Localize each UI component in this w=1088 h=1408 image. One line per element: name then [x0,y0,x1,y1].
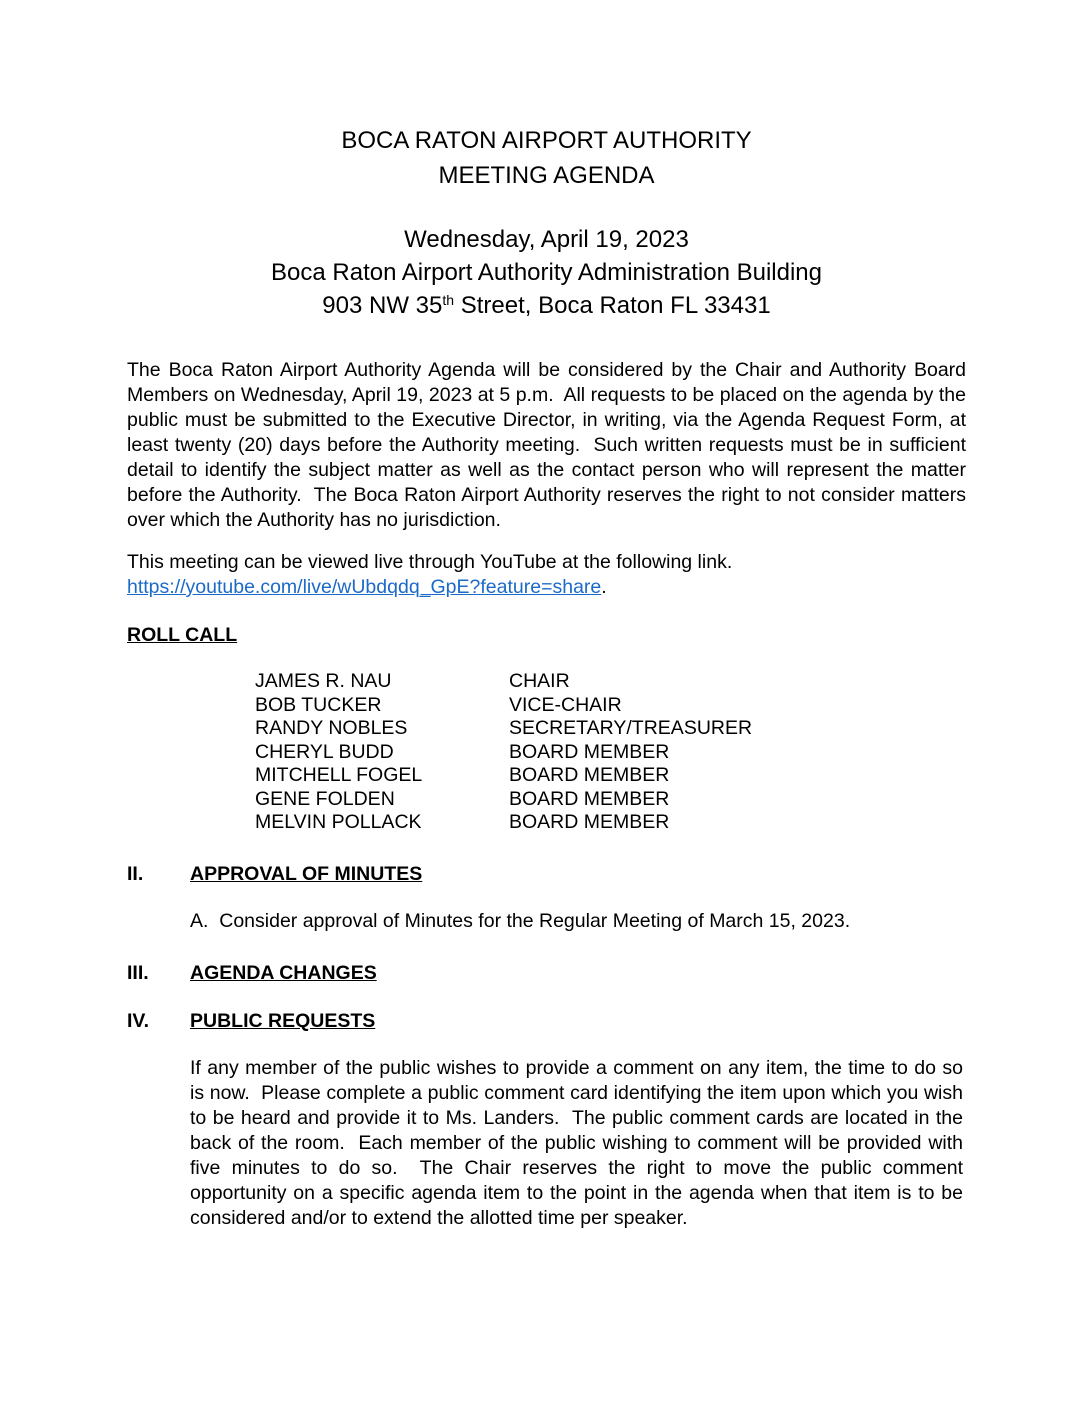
roll-call-row [255,741,966,765]
section-heading: APPROVAL OF MINUTES [190,862,423,885]
address-prefix: 903 NW 35 [322,292,443,319]
member-title: BOARD MEMBER [509,764,670,786]
section-numeral: IV. [127,1009,150,1032]
roll-call-row [255,670,966,694]
member-name: MITCHELL FOGEL [255,764,423,786]
document-title-line2: MEETING AGENDA [438,162,655,189]
member-title: CHAIR [509,670,570,692]
youtube-notice [127,550,966,600]
member-name: GENE FOLDEN [255,787,395,810]
meeting-date: Wednesday, April 19, 2023 [404,226,689,253]
public-requests-paragraph: If any member of the public wishes to provide a comment on any item, the time to do so is now. Please complete a public comment card identifying the item upon which you wish to be heard and provide it to Ms. Landers. The public comment cards are located in the back of the room. Each member of the public wishing to comment will be provided with five minutes to do so. The Chair reserves the right to move the public comment opportunity on a specific agenda item to the point in the agenda when that item is to be considered and/or to extend the allotted time per speaker. [190,1056,969,1229]
member-title: SECRETARY/TREASURER [509,717,753,739]
member-name: JAMES R. NAU [255,670,392,692]
section-agenda-changes [127,961,966,986]
approval-item-a: A. Consider approval of Minutes for the Regular Meeting of March 15, 2023. [190,909,851,932]
meeting-venue: Boca Raton Airport Authority Administration Building [271,259,822,286]
youtube-link-line [127,575,966,600]
roll-call-row [255,694,966,718]
roll-call-row [255,811,966,835]
section-public-requests [127,1009,966,1034]
member-name: CHERYL BUDD [255,740,394,763]
member-title: BOARD MEMBER [509,740,670,763]
youtube-notice-text: This meeting can be viewed live through YouTube at the following link. [127,551,733,573]
roll-call-row [255,764,966,788]
section-heading: AGENDA CHANGES [190,961,377,984]
member-title: VICE-CHAIR [509,693,622,716]
intro-paragraph: The Boca Raton Airport Authority Agenda will be considered by the Chair and Authority Board Members on Wednesday, April 19, 2023 at 5 p.m. All requests to be placed on the agenda by the public must be submitted to the Executive Director, in writing, via the Agenda Request Form, at least twenty (20) days before the Authority meeting. Such written requests must be in sufficient detail to identify the subject matter as well as the contact person who will represent the matter before the Authority. The Boca Raton Airport Authority reserves the right to not consider matters over which the Authority has no jurisdiction. [127,359,972,531]
youtube-link[interactable]: https://youtube.com/live/wUbdqdq_GpE?feature=share [127,576,602,598]
member-name: BOB TUCKER [255,693,382,716]
roll-call-list [255,670,966,835]
roll-call-row [255,788,966,812]
document-title-line1: BOCA RATON AIRPORT AUTHORITY [341,127,752,154]
member-name: RANDY NOBLES [255,717,408,739]
document-title [127,123,966,193]
youtube-link-period: . [601,576,607,598]
section-numeral: II. [127,862,144,885]
section-heading: PUBLIC REQUESTS [190,1009,376,1032]
section-approval-of-minutes [127,862,966,887]
meeting-info-block [127,223,966,325]
member-title: BOARD MEMBER [509,787,670,810]
member-title: BOARD MEMBER [509,811,670,833]
member-name: MELVIN POLLACK [255,811,422,833]
roll-call-heading: ROLL CALL [127,624,238,646]
meeting-address [127,289,966,325]
roll-call-row [255,717,966,741]
address-suffix: Street, Boca Raton FL 33431 [454,292,771,319]
section-numeral: III. [127,961,149,984]
address-ordinal-superscript: th [442,292,455,308]
